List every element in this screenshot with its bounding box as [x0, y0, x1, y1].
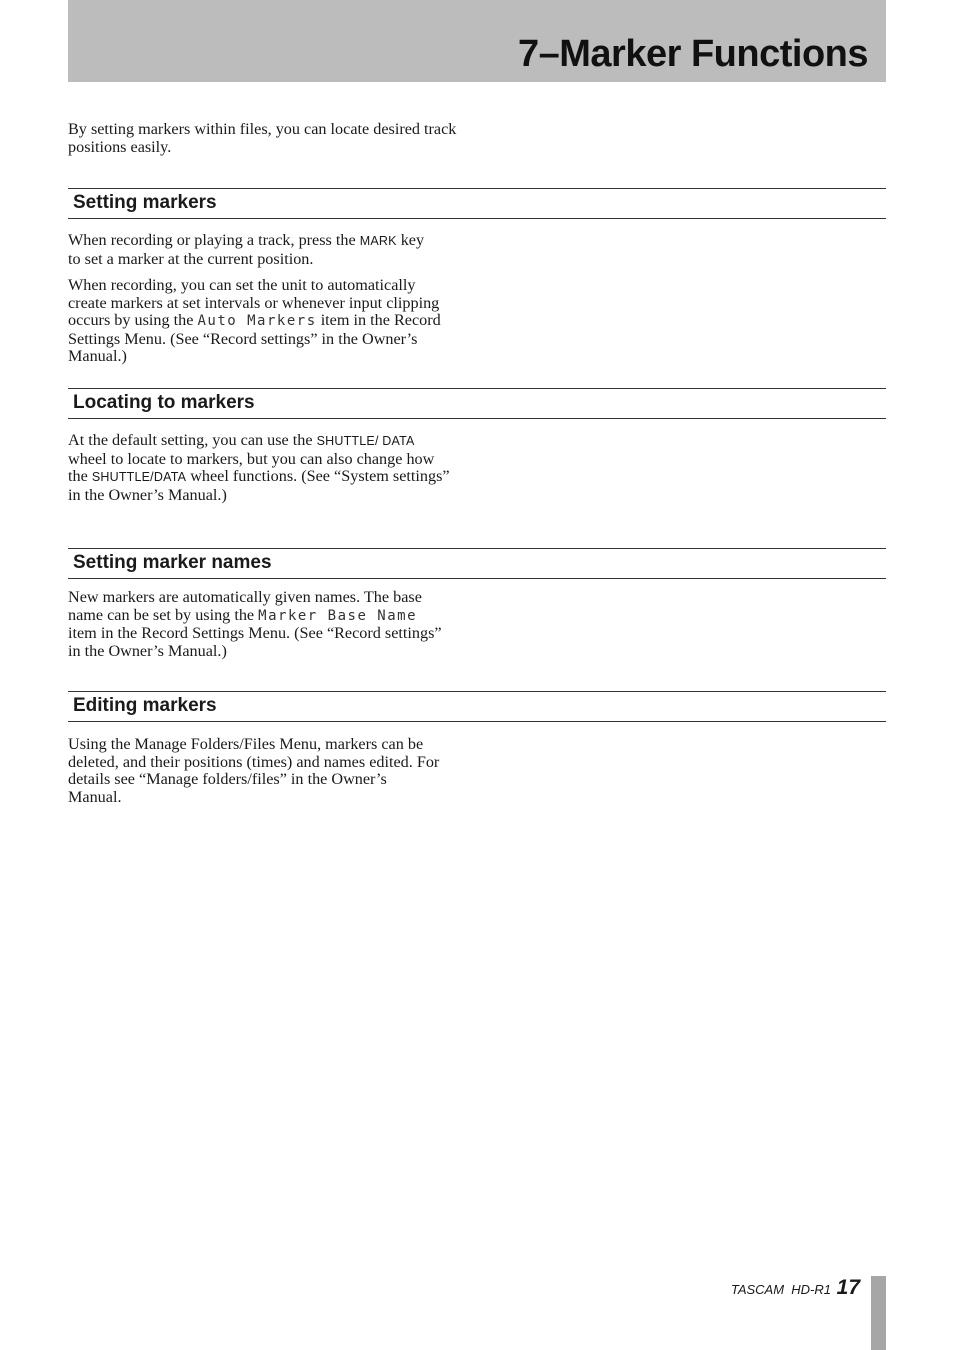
- chapter-title-bar: [68, 0, 886, 82]
- text-run: When recording or playing a track, press the: [68, 231, 360, 249]
- page-number: 17: [836, 1276, 860, 1299]
- page-edge-tab: [871, 1276, 886, 1350]
- key-label-shuttle-data: SHUTTLE/ DATA: [316, 434, 415, 448]
- text-run: wheel functions. (See “System settings” in the Owner’s Manual.): [68, 467, 450, 504]
- section-heading-editing: [68, 691, 886, 722]
- key-label-mark: MARK: [359, 234, 397, 248]
- section-heading-setting-markers: [68, 188, 886, 219]
- section-title: Setting marker names: [73, 552, 272, 573]
- text-run: item in the Record Settings Menu. (See “Record settings” in the Owner’s Manual.): [68, 624, 442, 660]
- chapter-title: 7–Marker Functions: [518, 33, 868, 75]
- key-label-shuttle-data: SHUTTLE/DATA: [91, 470, 187, 485]
- text-run: When recording, you can set the unit to automatically create markers at set intervals or whenever input clipping occurs by using the: [68, 276, 440, 330]
- setting-markers-paragraph-2: [68, 277, 458, 366]
- text-run: item in the Record Settings Menu. (See “Record settings” in the Owner’s Manual.): [68, 311, 441, 366]
- setting-markers-paragraph-1: [68, 232, 440, 268]
- marker-names-paragraph: [68, 589, 443, 660]
- text-run: wheel to locate to markers, but you can also change how the: [68, 449, 435, 486]
- text-run: New markers are automatically given names. The base name can be set by using the: [68, 588, 422, 624]
- section-title: Editing markers: [73, 695, 217, 716]
- text-run: At the default setting, you can use the: [68, 431, 317, 449]
- locating-paragraph: [68, 432, 453, 504]
- section-heading-marker-names: [68, 548, 886, 579]
- text-run: key to set a marker at the current position.: [68, 231, 425, 268]
- section-heading-locating: [68, 388, 886, 419]
- menu-item-marker-base-name: Marker Base Name: [258, 607, 418, 624]
- menu-item-auto-markers: Auto Markers: [197, 313, 317, 330]
- editing-paragraph: Using the Manage Folders/Files Menu, markers can be deleted, and their positions (times) and names edited. For details see “Manage folders/files” in the Owner’s Manual.: [68, 735, 440, 806]
- intro-paragraph: By setting markers within files, you can locate desired track positions easily.: [68, 120, 457, 156]
- footer-product-label: TASCAM HD-R1: [730, 1282, 831, 1297]
- section-title: Locating to markers: [73, 392, 255, 413]
- section-title: Setting markers: [73, 192, 217, 213]
